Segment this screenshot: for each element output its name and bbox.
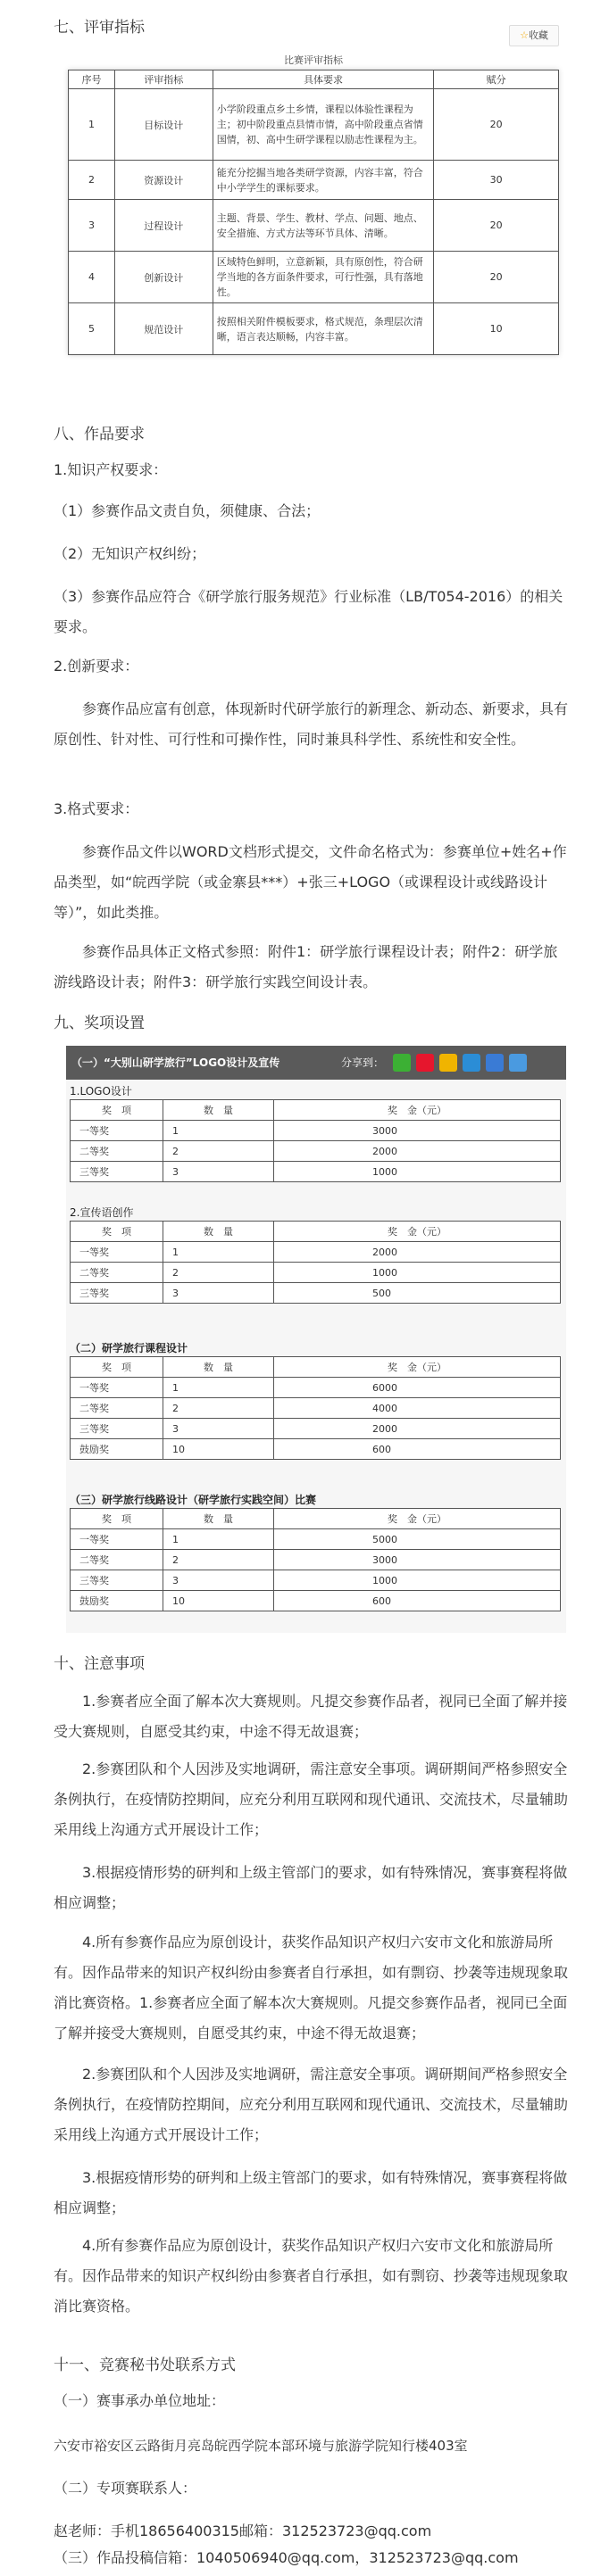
renren-share-icon[interactable]	[486, 1054, 504, 1072]
award-prize: 2000	[274, 1141, 561, 1162]
row-requirement: 区域特色鲜明，立意新颖，具有原创性，符合研学当地的各方面条件要求，可行性强，具有落地性。	[213, 252, 434, 303]
award-count: 1	[163, 1242, 274, 1263]
table-row	[69, 200, 559, 252]
section-7-title: 七、评审指标	[54, 19, 145, 37]
awards-banner-title: （一）“大别山研学旅行”LOGO设计及宣传	[71, 1056, 280, 1069]
award-prize: 3000	[274, 1121, 561, 1141]
header-indicator: 评审指标	[114, 70, 213, 89]
award-name: 二等奖	[71, 1141, 163, 1162]
award-name: 二等奖	[71, 1550, 163, 1570]
award-prize: 6000	[274, 1378, 561, 1398]
row-score: 20	[434, 252, 559, 303]
table-row	[71, 1378, 561, 1398]
table-header-row	[69, 70, 559, 89]
award-name: 一等奖	[71, 1529, 163, 1550]
award-count: 1	[163, 1121, 274, 1141]
award-name: 一等奖	[71, 1242, 163, 1263]
section-11-title: 十一、竞赛秘书处联系方式	[54, 2357, 236, 2374]
award-prize: 2000	[274, 1242, 561, 1263]
award-table	[70, 1356, 561, 1460]
award-prize: 4000	[274, 1398, 561, 1419]
ip-item-1: （1）参赛作品文责自负，须健康、合法；	[54, 502, 321, 519]
award-name: 三等奖	[71, 1570, 163, 1591]
award-prize: 1000	[274, 1263, 561, 1283]
row-requirement: 主题、背景、学生、教材、学点、问题、地点、安全措施、方式方法等环节具体、清晰。	[213, 200, 434, 252]
row-indicator: 创新设计	[114, 252, 213, 303]
table-row	[71, 1398, 561, 1419]
award-name: 三等奖	[71, 1419, 163, 1439]
ip-item-3: （3）参赛作品应符合《研学旅行服务规范》行业标准（LB/T054-2016）的相关要求。	[54, 588, 563, 635]
award-count: 10	[163, 1439, 274, 1460]
share-label: 分享到：	[341, 1056, 385, 1069]
star-icon: ☆	[520, 29, 529, 41]
award-count: 3	[163, 1570, 274, 1591]
award-prize: 600	[274, 1439, 561, 1460]
award-group-title: 2.宣传语创作	[70, 1206, 134, 1219]
innovation-title: 2.创新要求：	[54, 658, 139, 675]
row-indicator: 目标设计	[114, 89, 213, 161]
award-prize: 3000	[274, 1550, 561, 1570]
row-indicator: 规范设计	[114, 303, 213, 355]
header-count: 数 量	[163, 1100, 274, 1121]
row-no: 3	[69, 200, 115, 252]
favorite-label: 收藏	[528, 29, 548, 41]
row-score: 30	[434, 161, 559, 200]
scoring-table-caption: 比赛评审指标	[284, 54, 343, 66]
favorite-button[interactable]	[509, 25, 559, 46]
award-prize: 5000	[274, 1529, 561, 1550]
section-10-title: 十、注意事项	[54, 1655, 145, 1673]
more-share-icon[interactable]	[509, 1054, 527, 1072]
award-prize: 1000	[274, 1570, 561, 1591]
notice-item: 4.所有参赛作品应为原创设计，获奖作品知识产权归六安市文化和旅游局所有。因作品带来的知识产权纠纷由参赛者自行承担，如有剽窃、抄袭等违规现象取消比赛资格。1.参赛者应全面了解本次大赛规则。凡提交参赛作品者，视同已全面了解并接受大赛规则，自愿受其约束，中途不得无故退赛；	[54, 1934, 569, 2042]
award-group-title: （二）研学旅行课程设计	[70, 1342, 188, 1354]
row-indicator: 资源设计	[114, 161, 213, 200]
award-count: 1	[163, 1529, 274, 1550]
award-name: 一等奖	[71, 1121, 163, 1141]
award-name: 三等奖	[71, 1162, 163, 1182]
table-row	[71, 1141, 561, 1162]
table-row	[71, 1283, 561, 1304]
award-group-title: （三）研学旅行线路设计（研学旅行实践空间）比赛	[70, 1494, 317, 1506]
header-prize: 奖 金（元）	[274, 1222, 561, 1242]
award-count: 1	[163, 1378, 274, 1398]
table-row	[71, 1121, 561, 1141]
award-prize: 1000	[274, 1162, 561, 1182]
qzone-share-icon[interactable]	[439, 1054, 457, 1072]
award-name: 一等奖	[71, 1378, 163, 1398]
row-requirement: 小学阶段重点乡土乡情，课程以体验性课程为主；初中阶段重点县情市情，高中阶段重点省情国情，初、高中生研学课程以励志性课程为主。	[213, 89, 434, 161]
header-award: 奖 项	[71, 1222, 163, 1242]
notice-item: 4.所有参赛作品应为原创设计，获奖作品知识产权归六安市文化和旅游局所有。因作品带来的知识产权纠纷由参赛者自行承担，如有剽窃、抄袭等违规现象取消比赛资格。	[54, 2237, 569, 2315]
table-row	[69, 303, 559, 355]
row-requirement: 能充分挖掘当地各类研学资源，内容丰富，符合中小学学生的课标要求。	[213, 161, 434, 200]
contact-title: （二）专项赛联系人：	[54, 2480, 197, 2497]
header-award: 奖 项	[71, 1100, 163, 1121]
scoring-table-image	[68, 52, 559, 355]
wechat-share-icon[interactable]	[393, 1054, 411, 1072]
award-count: 2	[163, 1550, 274, 1570]
format-text-2: 参赛作品具体正文格式参照：附件1：研学旅行课程设计表；附件2：研学旅游线路设计表；附件3：研学旅行实践空间设计表。	[54, 943, 558, 990]
table-row	[69, 252, 559, 303]
submission-email: （三）作品投稿信箱：1040506940@qq.com，312523723@qq.com	[54, 2549, 519, 2566]
weibo-share-icon[interactable]	[416, 1054, 434, 1072]
award-group-title: 1.LOGO设计	[70, 1085, 132, 1097]
header-count: 数 量	[163, 1357, 274, 1378]
row-score: 10	[434, 303, 559, 355]
row-score: 20	[434, 89, 559, 161]
table-row	[69, 161, 559, 200]
header-count: 数 量	[163, 1509, 274, 1529]
notice-item: 3.根据疫情形势的研判和上级主管部门的要求，如有特殊情况，赛事赛程将做相应调整；	[54, 2169, 568, 2216]
table-row	[71, 1439, 561, 1460]
row-indicator: 过程设计	[114, 200, 213, 252]
table-row	[71, 1550, 561, 1570]
row-no: 5	[69, 303, 115, 355]
awards-image	[66, 1046, 566, 1633]
notice-item: 3.根据疫情形势的研判和上级主管部门的要求，如有特殊情况，赛事赛程将做相应调整；	[54, 1864, 568, 1911]
award-count: 3	[163, 1162, 274, 1182]
award-prize: 2000	[274, 1419, 561, 1439]
address: 六安市裕安区云路街月亮岛皖西学院本部环境与旅游学院知行楼403室	[54, 2438, 468, 2454]
notice-item: 2.参赛团队和个人因涉及实地调研，需注意安全事项。调研期间严格参照安全条例执行，在疫情防控期间，应充分利用互联网和现代通讯、交流技术，尽量辅助采用线上沟通方式开展设计工作；	[54, 2066, 569, 2143]
header-score: 赋分	[434, 70, 559, 89]
award-name: 鼓励奖	[71, 1591, 163, 1611]
award-name: 鼓励奖	[71, 1439, 163, 1460]
row-score: 20	[434, 200, 559, 252]
ip-title: 1.知识产权要求：	[54, 461, 168, 478]
award-count: 10	[163, 1591, 274, 1611]
header-count: 数 量	[163, 1222, 274, 1242]
award-count: 2	[163, 1141, 274, 1162]
scoring-table	[68, 70, 559, 355]
table-row	[71, 1263, 561, 1283]
address-title: （一）赛事承办单位地址：	[54, 2392, 226, 2409]
header-award: 奖 项	[71, 1357, 163, 1378]
format-title: 3.格式要求：	[54, 800, 139, 817]
section-9-title: 九、奖项设置	[54, 1015, 145, 1032]
table-row	[71, 1419, 561, 1439]
ip-item-2: （2）无知识产权纠纷；	[54, 545, 206, 562]
award-table	[70, 1099, 561, 1182]
table-row	[71, 1591, 561, 1611]
row-no: 2	[69, 161, 115, 200]
section-8-title: 八、作品要求	[54, 426, 145, 443]
table-row	[69, 89, 559, 161]
award-count: 3	[163, 1283, 274, 1304]
award-name: 三等奖	[71, 1283, 163, 1304]
format-text-1: 参赛作品文件以WORD文档形式提交，文件命名格式为：参赛单位+姓名+作品类型，如“皖西学院（或金寨县***）+张三+LOGO（或课程设计或线路设计等）”，如此类推。	[54, 843, 567, 921]
innovation-text: 参赛作品应富有创意，体现新时代研学旅行的新理念、新动态、新要求，具有原创性、针对性、可行性和可操作性，同时兼具科学性、系统性和安全性。	[54, 700, 569, 748]
award-name: 二等奖	[71, 1263, 163, 1283]
row-no: 4	[69, 252, 115, 303]
table-row	[71, 1570, 561, 1591]
header-requirement: 具体要求	[213, 70, 434, 89]
header-prize: 奖 金（元）	[274, 1357, 561, 1378]
award-count: 3	[163, 1419, 274, 1439]
table-row	[71, 1529, 561, 1550]
award-name: 二等奖	[71, 1398, 163, 1419]
header-prize: 奖 金（元）	[274, 1509, 561, 1529]
award-count: 2	[163, 1398, 274, 1419]
notice-item: 2.参赛团队和个人因涉及实地调研，需注意安全事项。调研期间严格参照安全条例执行，在疫情防控期间，应充分利用互联网和现代通讯、交流技术，尽量辅助采用线上沟通方式开展设计工作；	[54, 1760, 569, 1838]
notice-item: 1.参赛者应全面了解本次大赛规则。凡提交参赛作品者，视同已全面了解并接受大赛规则，自愿受其约束，中途不得无故退赛；	[54, 1693, 568, 1740]
header-award: 奖 项	[71, 1509, 163, 1529]
contact-info: 赵老师：手机18656400315邮箱：312523723@qq.com	[54, 2522, 432, 2539]
header-prize: 奖 金（元）	[274, 1100, 561, 1121]
row-requirement: 按照相关附件模板要求，格式规范，条理层次清晰，语言表达顺畅，内容丰富。	[213, 303, 434, 355]
award-prize: 500	[274, 1283, 561, 1304]
award-table	[70, 1508, 561, 1611]
award-count: 2	[163, 1263, 274, 1283]
header-no: 序号	[69, 70, 115, 89]
tencent-share-icon[interactable]	[463, 1054, 480, 1072]
table-row	[71, 1162, 561, 1182]
award-prize: 600	[274, 1591, 561, 1611]
award-table	[70, 1221, 561, 1304]
table-row	[71, 1242, 561, 1263]
row-no: 1	[69, 89, 115, 161]
